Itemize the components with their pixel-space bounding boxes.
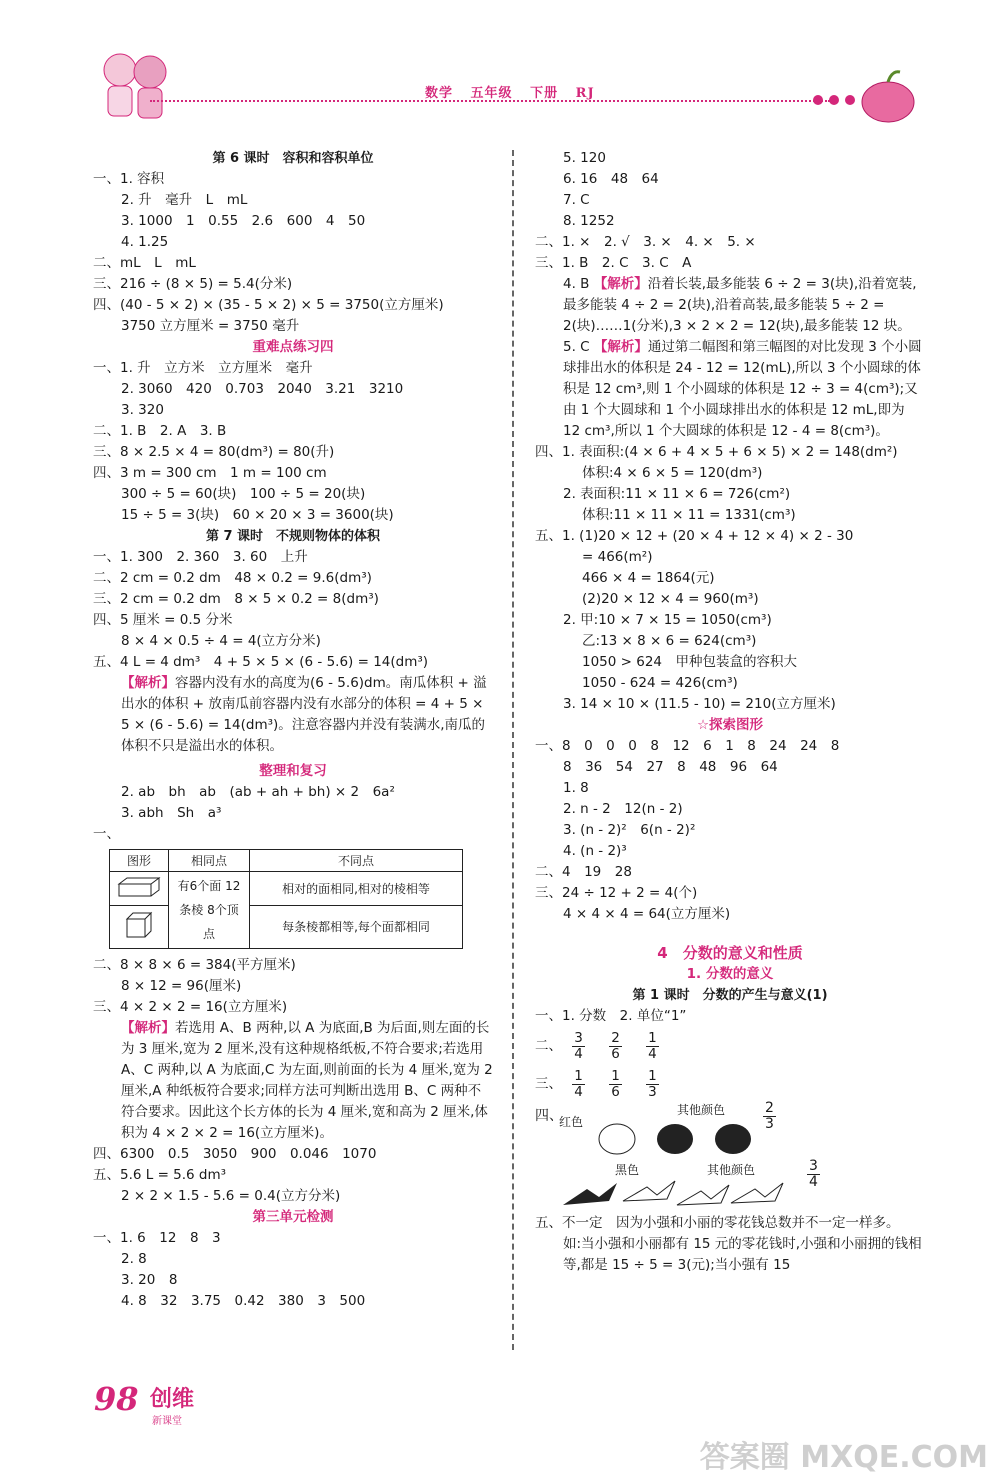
cube-icon: [110, 905, 169, 948]
header-subject: 数学: [425, 86, 454, 101]
table-header: 相同点: [169, 850, 250, 872]
answer-line: 300 ÷ 5 = 60(块) 100 ÷ 5 = 20(块): [121, 486, 366, 502]
answer-line: 8 × 12 = 96(厘米): [121, 978, 242, 994]
answer-line: 3. abh Sh a³: [121, 805, 222, 821]
numerator: 1: [648, 1029, 657, 1046]
answer-label: 二、: [535, 1038, 562, 1054]
answer-line: 体积:11 × 11 × 11 = 1331(cm³): [582, 507, 796, 523]
analysis-text: 若选用 A、B 两种,以 A 为底面,B 为后面,则左面的长为 3 厘米,宽为 2 厘米,没有这种规格纸板,不符合要求;若选用 A、C 两种,以 A 为底面,C 为左面,则前面的长为 4 厘米,宽为 2 厘米,A 种纸板符合要求;同样方法可判断出选用 B、C 两种不符合要求。因此这个长方体的长为 4 厘米,宽和高为 2 厘米,体积为 4 × 2 × 2 = 16(立方厘米)。: [121, 1020, 493, 1141]
answer-line: 2 × 2 × 1.5 - 5.6 = 0.4(立方分米): [121, 1188, 341, 1204]
answer-line: 四、3 m = 300 cm 1 m = 100 cm: [93, 465, 327, 481]
table-cell-diff: 相对的面相同,相对的棱相等: [250, 872, 463, 906]
fruit-icon: [595, 1117, 765, 1157]
answer-line: 三、8 × 2.5 × 4 = 80(dm³) = 80(升): [93, 444, 335, 460]
answer-line: 6. 16 48 64: [563, 171, 659, 187]
section-title: 整理和复习: [259, 763, 327, 779]
table-header: 不同点: [250, 850, 463, 872]
answer-label: 三、: [535, 1076, 562, 1092]
denominator: 6: [611, 1083, 620, 1100]
analysis-tag: 【解析】: [593, 276, 648, 292]
fruit-bird-figure: [535, 1100, 925, 1213]
brand-logo: 创维: [150, 1387, 195, 1412]
answer-line: 一、1. 300 2. 360 3. 60 上升: [93, 549, 308, 565]
fraction: [609, 1031, 622, 1062]
answer-paragraph: 五、不一定 因为小强和小丽的零花钱总数并不一定一样多。: [535, 1215, 900, 1231]
numerator: 1: [574, 1067, 583, 1084]
denominator: 6: [611, 1045, 620, 1062]
analysis-paragraph: [535, 337, 925, 442]
fraction-row: [535, 1065, 925, 1103]
answer-line: 二、8 × 8 × 6 = 384(平方厘米): [93, 957, 296, 973]
numerator: 3: [809, 1158, 818, 1174]
answer-line: 一、1. 容积: [93, 171, 165, 187]
answer-line: 一、1. 分数 2. 单位“1”: [535, 1008, 687, 1024]
answer-line: 3. 14 × 10 × (11.5 - 10) = 210(立方厘米): [563, 696, 836, 712]
answer-line: 三、24 ÷ 12 + 2 = 4(个): [535, 885, 698, 901]
answer-label: 四、: [535, 1108, 563, 1124]
answer-line: (2)20 × 12 × 4 = 960(m³): [582, 591, 759, 607]
analysis-text: 沿着长装,最多能装 6 ÷ 2 = 3(块),沿着宽装,最多能装 4 ÷ 2 = 2(块),沿着高装,最多能装 5 ÷ 2 = 2(块)……1(分米),3 × 2 × 2 = 12(块),最多能装 12 块。: [563, 276, 917, 334]
red-label: 红色: [559, 1115, 584, 1129]
numerator: 1: [611, 1067, 620, 1084]
answer-line: 2. 3060 420 0.703 2040 3.21 3210: [121, 381, 404, 397]
answer-paragraph: 如:当小强和小丽都有 15 元的零花钱时,小强和小丽拥的钱相等,都是 15 ÷ 5 = 3(元);当小强有 15: [563, 1236, 922, 1273]
answer-line: 一、8 0 0 0 8 12 6 1 8 24 24 8: [535, 738, 840, 754]
fraction: [646, 1031, 659, 1062]
answer-line: 1050 - 624 = 426(cm³): [582, 675, 738, 691]
answer-line: 四、5 厘米 = 0.5 分米: [93, 612, 233, 628]
answer-line: 1. 8: [563, 780, 589, 796]
denominator: 3: [648, 1083, 657, 1100]
page-number: 98: [94, 1380, 139, 1418]
fraction: [572, 1069, 585, 1100]
answer-line: 2. 8: [121, 1251, 147, 1267]
answer-line: 2. ab bh ab (ab + ah + bh) × 2 6a²: [121, 784, 395, 800]
answer-line: 一、1. 6 12 8 3: [93, 1230, 221, 1246]
answer-line: 五、1. (1)20 × 12 + (20 × 4 + 12 × 4) × 2 - 30: [535, 528, 854, 544]
lesson7-title: 第 7 课时 不规则物体的体积: [205, 529, 381, 544]
answer-line: 二、1. B 2. A 3. B: [93, 423, 227, 439]
answer-line: 2. 升 毫升 L mL: [121, 192, 248, 208]
answer-line: 3. (n - 2)² 6(n - 2)²: [563, 822, 696, 838]
answer-line: 四、1. 表面积:(4 × 6 + 4 × 5 + 6 × 5) × 2 = 148(dm²): [535, 444, 898, 460]
answer-line: 2. 甲:10 × 7 × 15 = 1050(cm³): [563, 612, 772, 628]
answer-line: 三、2 cm = 0.2 dm 8 × 5 × 0.2 = 8(dm³): [93, 591, 379, 607]
answer-line: 4 × 4 × 4 = 64(立方厘米): [563, 906, 731, 922]
analysis-text: 容器内没有水的高度为(6 - 5.6)dm。南瓜体积 + 溢出水的体积 + 放南瓜前容器内没有水部分的体积 = 4 + 5 × 5 × (6 - 5.6) = 14(dm³)。注意容器内并没有装满水,南瓜的体积不只是溢出水的体积。: [121, 675, 487, 754]
answer-line: 2. n - 2 12(n - 2): [563, 801, 683, 817]
answer-line: 四、(40 - 5 × 2) × (35 - 5 × 2) × 5 = 3750(立方厘米): [93, 297, 444, 313]
numerator: 1: [648, 1067, 657, 1084]
page-header: [0, 0, 1000, 130]
fraction: [572, 1031, 585, 1062]
lesson6-title: 第 6 课时 容积和容积单位: [212, 151, 374, 166]
comparison-table: [109, 849, 463, 949]
watermark: 答案圈 MXQE.COM: [699, 1440, 988, 1475]
answer-line: 2. 表面积:11 × 11 × 6 = 726(cm²): [563, 486, 791, 502]
answer-line: 五、4 L = 4 dm³ 4 + 5 × 5 × (6 - 5.6) = 14(dm³): [93, 654, 429, 670]
analysis-tag: 【解析】: [593, 339, 648, 355]
other-color-label: 其他颜色: [707, 1163, 756, 1177]
section-title: 重难点练习四: [252, 339, 334, 355]
answer-line: 一、1. 升 立方米 立方厘米 毫升: [93, 360, 313, 376]
answer-line: 乙:13 × 8 × 6 = 624(cm³): [582, 633, 757, 649]
unit-title: 4 分数的意义和性质: [657, 944, 803, 962]
fruit-decoration-icon: [808, 60, 918, 130]
table-cell-diff: 每条棱都相等,每个面都相同: [250, 905, 463, 948]
fraction: [646, 1069, 659, 1100]
answer-label: 4. B: [563, 276, 590, 292]
answer-line: 五、5.6 L = 5.6 dm³: [93, 1167, 227, 1183]
answer-line: 8 36 54 27 8 48 96 64: [563, 759, 778, 775]
section-title: ☆探索图形: [696, 717, 764, 733]
answer-line: 二、2 cm = 0.2 dm 48 × 0.2 = 9.6(dm³): [93, 570, 372, 586]
answer-line: 4. 8 32 3.75 0.42 380 3 500: [121, 1293, 366, 1309]
cuboid-icon: [110, 872, 169, 906]
answer-line: 466 × 4 = 1864(元): [582, 570, 715, 586]
answer-line: 7. C: [563, 192, 590, 208]
analysis-tag: 【解析】: [121, 675, 175, 691]
analysis-paragraph: [93, 1018, 493, 1144]
fraction: [609, 1069, 622, 1100]
answer-line: 三、216 ÷ (8 × 5) = 5.4(分米): [93, 276, 293, 292]
answer-line: 5. 120: [563, 150, 606, 166]
fraction-row: [535, 1027, 925, 1065]
header-edition: RJ: [575, 86, 595, 101]
analysis-tag: 【解析】: [121, 1020, 175, 1036]
numerator: 3: [574, 1029, 583, 1046]
answer-line: 三、4 × 2 × 2 = 16(立方厘米): [93, 999, 288, 1015]
header-term: 下册: [530, 86, 559, 101]
answer-line: 3. 1000 1 0.55 2.6 600 4 50: [121, 213, 366, 229]
numerator: 2: [611, 1029, 620, 1046]
answer-line: 二、1. × 2. √ 3. × 4. × 5. ×: [535, 234, 756, 250]
header-title: [425, 82, 607, 101]
answer-line: 四、6300 0.5 3050 900 0.046 1070: [93, 1146, 377, 1162]
answer-line: 体积:4 × 6 × 5 = 120(dm³): [582, 465, 763, 481]
answer-line: 15 ÷ 5 = 3(块) 60 × 20 × 3 = 3600(块): [121, 507, 394, 523]
answer-line: 二、mL L mL: [93, 255, 196, 271]
table-cell-same: 有6个面 12条棱 8个顶点: [169, 872, 250, 949]
answer-line: 3. 20 8: [121, 1272, 178, 1288]
lesson-title: 第 1 课时 分数的产生与意义(1): [632, 988, 828, 1003]
denominator: 4: [574, 1045, 583, 1062]
header-grade: 五年级: [470, 86, 513, 101]
analysis-paragraph: [93, 673, 493, 757]
denominator: 3: [765, 1116, 774, 1132]
numerator: 2: [765, 1100, 774, 1116]
brand-subtitle: 新课堂: [152, 1416, 182, 1427]
denominator: 4: [574, 1083, 583, 1100]
answer-line: 3750 立方厘米 = 3750 毫升: [121, 318, 300, 334]
answer-line: 8. 1252: [563, 213, 615, 229]
black-label: 黑色: [615, 1163, 640, 1177]
answer-line: 三、1. B 2. C 3. C A: [535, 255, 692, 271]
table-header: 图形: [110, 850, 169, 872]
denominator: 4: [648, 1045, 657, 1062]
bird-icon: [559, 1175, 799, 1215]
other-color-label: 其他颜色: [677, 1103, 726, 1117]
section-title: 第三单元检测: [252, 1209, 334, 1225]
answer-line: 4. (n - 2)³: [563, 843, 627, 859]
header-divider: [150, 100, 830, 102]
answer-line: 二、4 19 28: [535, 864, 632, 880]
analysis-paragraph: [535, 274, 925, 337]
fraction: [807, 1159, 820, 1190]
answer-line: 1050 > 624 甲种包装盒的容积大: [582, 654, 798, 670]
analysis-text: 通过第二幅图和第三幅图的对比发现 3 个小圆球排出水的体积是 24 - 12 = 12(mL),所以 3 个小圆球的体积是 12 cm³,则 1 个小圆球的体积是 12 ÷ 3 = 4(cm³);又由 1 个大圆球和 1 个小圆球排出水的体积是 12 mL,即为 12 cm³,所以 1 个大圆球的体积是 12 - 4 = 8(cm³)。: [563, 339, 922, 439]
section-title: 1. 分数的意义: [686, 966, 774, 982]
answer-line: = 466(m²): [582, 549, 653, 565]
answer-line: 3. 320: [121, 402, 164, 418]
answer-line: 一、: [93, 826, 120, 842]
answer-label: 5. C: [563, 339, 590, 355]
column-divider: [512, 150, 514, 1350]
denominator: 4: [809, 1174, 818, 1190]
left-column: [93, 148, 493, 1312]
right-column: [535, 148, 925, 1276]
answer-line: 4. 1.25: [121, 234, 169, 250]
answer-line: 8 × 4 × 0.5 ÷ 4 = 4(立方分米): [121, 633, 321, 649]
